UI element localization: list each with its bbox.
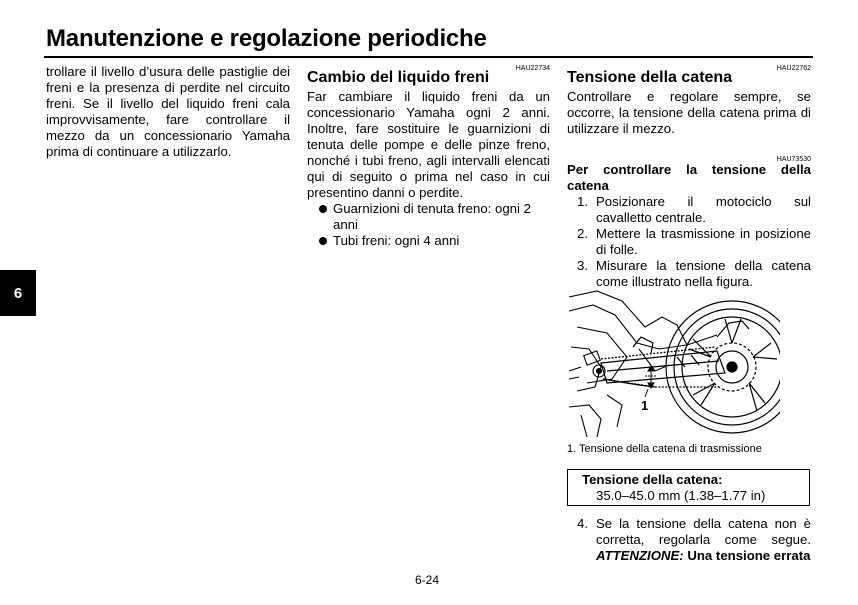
list-item: Guarnizioni di tenuta freno: ogni 2 anni — [319, 201, 550, 233]
step-text — [567, 516, 811, 564]
chain-tension-intro: Controllare e regolare sempre, se occorre, la tensione della catena prima di utilizzare il mezzo. — [567, 89, 811, 136]
column-2 — [307, 64, 550, 249]
brake-fluid-continuation-text: trollare il livello d’usura delle pastiglie dei freni e la presenza di perdite nel circuito freni. Se il livello del liquido freni cala improvvisamente, fare controllare il mezzo da un concessionario Yamaha prima di continuare a utilizzarlo. — [46, 64, 290, 159]
title-divider — [44, 56, 813, 58]
section-title-brake-fluid: Cambio del liquido freni — [307, 69, 490, 86]
bullet-list — [307, 201, 550, 249]
list-item: Tubi freni: ogni 4 anni — [319, 233, 550, 249]
page-number: 6-24 — [415, 573, 440, 587]
section-code: HAU22762 — [776, 65, 811, 72]
steps-list — [567, 194, 811, 290]
page-title: Manutenzione e regolazione periodiche — [46, 25, 487, 52]
step-number: 3. — [577, 258, 588, 273]
figure-caption: 1. Tensione della catena di trasmissione — [567, 443, 762, 455]
subsection-title: Per controllare la tensione della catena — [567, 162, 811, 193]
list-item — [567, 226, 811, 258]
chain-tension-figure — [567, 287, 780, 438]
column-3 — [567, 64, 811, 290]
attention-text: Una tensione errata — [687, 548, 811, 563]
step-text: Posizionare il motociclo sul cavalletto centrale. — [596, 194, 811, 225]
step-4 — [567, 516, 811, 564]
list-item — [567, 258, 811, 290]
spec-label: Tensione della catena: — [582, 472, 723, 487]
figure-callout-label: 1 — [641, 398, 649, 413]
list-item — [567, 194, 811, 226]
brake-fluid-paragraph: Far cambiare il liquido freni da un concessionario Yamaha ogni 2 anni. Inoltre, fare sostituire le guarnizioni di tenuta delle pompe e delle pinze freno, nonché i tubi freno, agli intervalli elencati qui di seguito o prima nel caso in cui presentino danni o perdite. — [307, 89, 550, 200]
step-number: 2. — [577, 226, 588, 241]
column-1 — [46, 64, 290, 160]
spec-value: 35.0–45.0 mm (1.38–1.77 in) — [596, 488, 766, 503]
step-number: 4. — [577, 516, 588, 531]
step-text: Mettere la trasmissione in posizione di folle. — [596, 226, 811, 257]
subsection-code: HAU73530 — [776, 156, 811, 163]
chapter-number: 6 — [13, 284, 23, 302]
section-code: HAU22734 — [515, 65, 550, 72]
chapter-tab[interactable] — [0, 270, 36, 316]
section-title-chain-tension: Tensione della catena — [567, 69, 733, 86]
spec-box — [567, 469, 810, 506]
step-number: 1. — [577, 194, 588, 209]
attention-label: ATTENZIONE: — [596, 548, 684, 563]
step-text: Misurare la tensione della catena come illustrato nella figura. — [596, 258, 811, 289]
step-4-text: Se la tensione della catena non è corretta, regolarla come segue. — [596, 516, 811, 547]
